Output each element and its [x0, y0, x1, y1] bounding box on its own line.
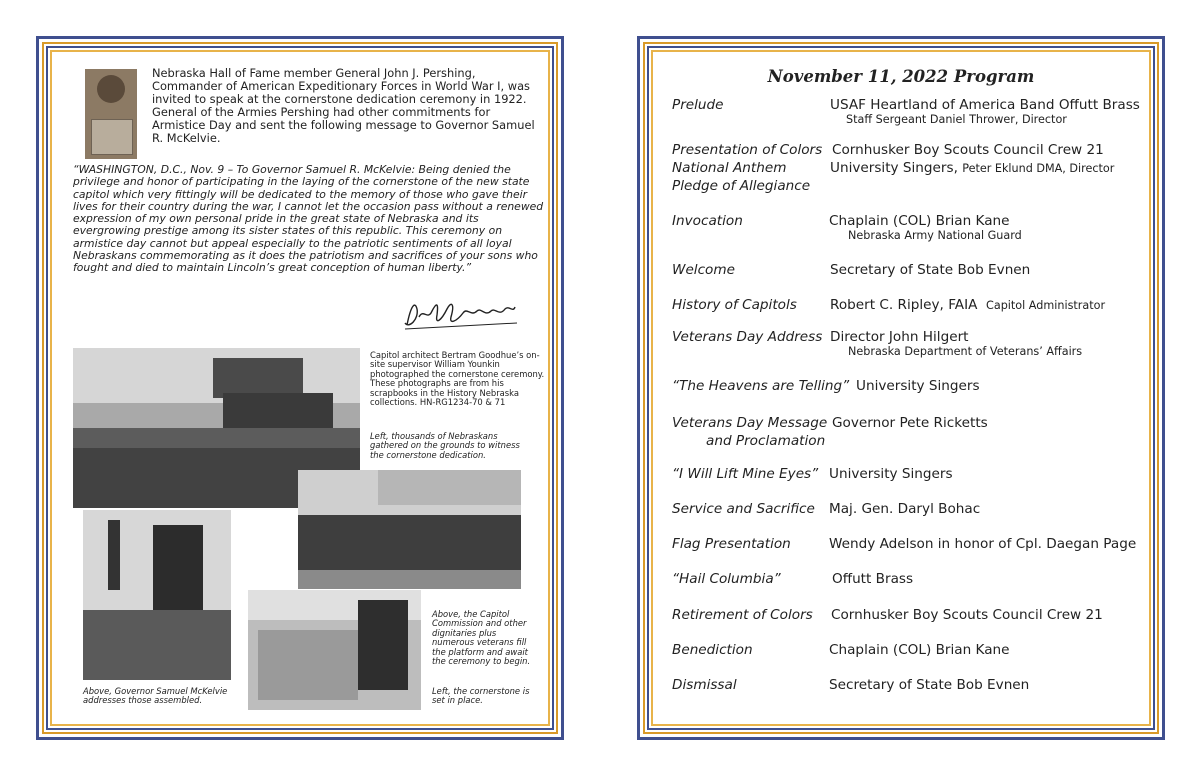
- governor-photo: [83, 510, 231, 680]
- caption-stone: Left, the cornerstone is set in place.: [432, 686, 530, 706]
- pershing-signature: [401, 295, 521, 335]
- pershing-quote: “WASHINGTON, D.C., Nov. 9 – To Governor Samuel R. McKelvie: Being denied the privilege and honor of participating in the laying of the cornerstone of the new state capitol which very fittingly will be dedicated to the memory of those who gave their lives for their country during the war, I cannot let the occasion pass without a renewed expression of my own personal pride in the great state of Nebraska and its evergrowing prestige among its sister states of this republic. This ceremony on armistice day cannot but appeal especially to the patriotic sentiments of all loyal Nebraskans commemorating as it does the patriotism and sacrifices of your sons who fought and died to maintain Lincoln’s great conception of human liberty.”: [73, 163, 544, 275]
- dignitaries-photo: [298, 470, 521, 589]
- left-page-content: [55, 55, 545, 721]
- caption-crowd: Left, thousands of Nebraskans gathered on the grounds to witness the cornerstone dedication.: [370, 431, 520, 460]
- left-page: [36, 36, 564, 740]
- program-title: November 11, 2022 Program: [767, 67, 1035, 86]
- photo-caption-main: Capitol architect Bertram Goodhue’s on-site supervisor William Younkin photographed the cornerstone ceremony. These photographs are from his scrapbooks in the History Nebraska collections. HN-RG1234-70 & 71: [370, 350, 545, 408]
- right-page: [637, 36, 1165, 740]
- intro-text: Nebraska Hall of Fame member General John J. Pershing, Commander of American Expeditionary Forces in World War I, was invited to speak at the cornerstone dedication ceremony in 1922. General of the Armies Pershing had other commitments for Armistice Day and sent the following message to Governor Samuel R. McKelvie.: [152, 66, 535, 145]
- program-content: November 11, 2022 Program Prelude USAF Heartland of America Band Offutt Brass Staff Sergeant Daniel Thrower, Director Presentation of Colors Cornhusker Boy Scouts Council Crew 21 National Anthem University Singers, Peter Eklund DMA, Director Pledge of Allegiance Invocation Chaplain (COL) Brian Kane Nebraska Army National Guard Welcome Secretary of State Bob Evnen History of Capitols Robert C. Ripley, FAIA Capitol Administrator Veterans Day Address Director John Hilgert Nebraska Department of Veterans’ Affairs “The Heavens are Telling” University Singers Veterans Day Message and Proclamation Governor Pete Ricketts “I Will Lift Mine Eyes” University Singers Service and Sacrifice Maj. Gen. Daryl Bohac Flag Presentation Wendy Adelson in honor of Cpl. Daegan Page “Hail Columbia” Offutt Brass Retirement of Colors Cornhusker Boy Scouts Council Crew 21 Benediction Chaplain (COL) Brian Kane Dismissal Secretary of State Bob Evnen: [656, 55, 1146, 721]
- caption-governor: Above, Governor Samuel McKelvie addresses those assembled.: [83, 686, 228, 706]
- caption-dignitaries: Above, the Capitol Commission and other dignitaries plus numerous veterans fill the platform and await the ceremony to begin.: [432, 609, 531, 667]
- cornerstone-photo: [248, 590, 421, 710]
- pershing-bust-photo: [85, 69, 137, 159]
